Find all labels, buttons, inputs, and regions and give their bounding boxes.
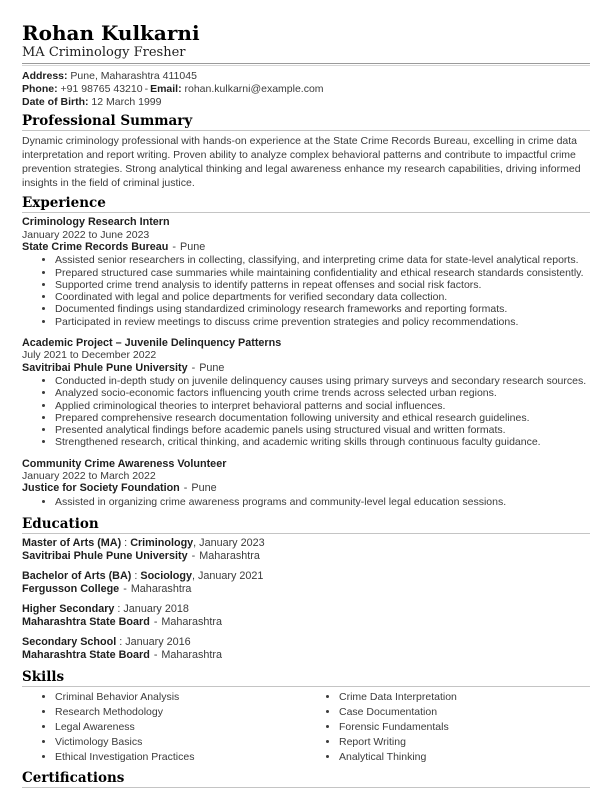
job-bullet: • Coordinated with legal and police departments for verified secondary data collection. (55, 291, 590, 303)
job-title: Community Crime Awareness Volunteer (22, 457, 227, 470)
experience-entry (22, 458, 590, 508)
skill-item: • Case Documentation (339, 705, 590, 720)
job-bullet: • Assisted senior researchers in collecting, classifying, and interpreting crime data for state-level analytical reports. (55, 254, 590, 266)
education-entry (22, 537, 590, 562)
job-bullet: • Supported crime trend analysis to identify patterns in repeat offenses and social risk factors. (55, 279, 590, 291)
education-degree-text: , January 2023 (193, 536, 265, 549)
education-location: Maharashtra (161, 615, 223, 628)
job-location-separator: - (183, 482, 188, 495)
contact-phone-email-line (22, 83, 590, 96)
education-entry (22, 603, 590, 628)
job-location-separator: - (191, 361, 196, 374)
education-degree-line (22, 570, 590, 583)
education-school: Maharashtra State Board (22, 649, 150, 662)
job-bullets (22, 496, 590, 508)
dob-value: 12 March 1999 (88, 95, 162, 108)
job-company-line (22, 362, 590, 374)
job-bullet: • Prepared structured case summaries while maintaining confidentiality and ethical research standards consistently. (55, 267, 590, 279)
education-degree-text: : January 2018 (114, 603, 189, 616)
education-location-separator: - (153, 649, 158, 662)
job-bullets (22, 254, 590, 328)
education-list (22, 537, 590, 662)
phone-label: Phone: (22, 82, 58, 95)
education-entry (22, 570, 590, 595)
address-value: Pune, Maharashtra 411045 (67, 70, 197, 82)
education-degree-text: Sociology (140, 570, 192, 583)
job-bullet: • Prepared comprehensive research documentation following university and ethical research guidelines. (55, 412, 590, 424)
education-degree-line (22, 537, 590, 550)
job-bullets (22, 375, 590, 449)
education-school: Savitribai Phule Pune University (22, 549, 188, 562)
skill-item: • Research Methodology (55, 705, 306, 720)
education-entry (22, 636, 590, 661)
job-company-line (22, 482, 590, 494)
contact-block (22, 70, 590, 108)
section-heading-experience: Experience (22, 196, 590, 213)
education-school: Maharashtra State Board (22, 615, 150, 628)
job-dates: July 2021 to December 2022 (22, 349, 157, 362)
experience-list (22, 216, 590, 508)
education-degree-text: Master of Arts (MA) (22, 536, 122, 549)
skills-column-right (306, 690, 590, 765)
candidate-title: MA Criminology Fresher (22, 45, 186, 60)
skill-item: • Report Writing (339, 735, 590, 750)
job-company-line (22, 241, 590, 253)
skill-item: • Legal Awareness (55, 720, 306, 735)
education-location-separator: - (123, 582, 127, 595)
education-location-separator: - (153, 615, 158, 628)
section-heading-education: Education (22, 517, 590, 534)
job-title: Criminology Research Intern (22, 216, 170, 229)
education-degree-text: , January 2021 (191, 570, 264, 583)
skill-item: • Ethical Investigation Practices (55, 750, 306, 765)
education-school-line (22, 616, 590, 629)
experience-entry (22, 216, 590, 328)
education-degree-text: : (131, 570, 141, 583)
education-degree-text: Bachelor of Arts (BA) (22, 570, 132, 583)
job-bullet: • Assisted in organizing crime awareness programs and community-level legal education sessions. (55, 496, 590, 508)
education-degree-text: Criminology (130, 536, 194, 549)
dob-label: Date of Birth: (22, 95, 89, 108)
skill-item: • Crime Data Interpretation (339, 690, 590, 705)
education-degree-line (22, 636, 590, 649)
job-location-separator: - (172, 240, 177, 253)
job-company: Justice for Society Foundation (22, 482, 180, 495)
candidate-name: Rohan Kulkarni (22, 21, 200, 45)
job-bullet: • Analyzed socio-economic factors influencing youth crime trends across selected urban regions. (55, 387, 590, 399)
phone-value: +91 98765 43210 (57, 82, 143, 95)
contact-address-line (22, 70, 590, 83)
job-bullet: • Participated in review meetings to discuss crime prevention strategies and policy recommendations. (55, 316, 590, 328)
job-bullet: • Applied criminological theories to interpret behavioral patterns and social influences. (55, 400, 590, 412)
education-degree-text: : (121, 536, 131, 549)
job-dates: January 2022 to March 2022 (22, 470, 156, 483)
job-company: State Crime Records Bureau (22, 240, 169, 253)
education-school-line (22, 583, 590, 596)
job-location: Pune (180, 240, 206, 253)
address-label: Address: (22, 70, 68, 82)
skills-column-left (22, 690, 306, 765)
summary-text: Dynamic criminology professional with hands-on experience at the State Crime Records Bureau, excelling in crime data interpretation and report writing. Proven ability to analyze complex behavioral patterns and contribute to impactful crime prevention strategies. Strong analytical thinking and legal awareness enhance my research capabilities, driving informed insights in the field of criminal justice. (22, 135, 581, 190)
job-bullet: • Strengthened research, critical thinking, and academic writing skills through continuous faculty guidance. (55, 436, 590, 448)
skills-columns (22, 690, 590, 765)
section-heading-certifications: Certifications (22, 771, 590, 788)
experience-entry (22, 337, 590, 449)
job-title: Academic Project – Juvenile Delinquency Patterns (22, 337, 282, 350)
skill-item: • Forensic Fundamentals (339, 720, 590, 735)
education-school: Fergusson College (22, 582, 120, 595)
header-divider (22, 63, 590, 66)
education-school-line (22, 649, 590, 662)
contact-dob-line (22, 96, 590, 109)
education-school-line (22, 550, 590, 563)
education-location: Maharashtra (130, 582, 192, 595)
education-location: Maharashtra (199, 549, 260, 562)
skill-item: • Analytical Thinking (339, 750, 590, 765)
education-location: Maharashtra (161, 649, 223, 662)
education-degree-text: : January 2016 (116, 636, 191, 649)
section-heading-summary: Professional Summary (22, 114, 590, 131)
job-bullet: • Presented analytical findings before academic panels using structured visual and written formats. (55, 424, 590, 436)
education-degree-text: Secondary School (22, 636, 117, 649)
job-dates: January 2022 to June 2023 (22, 228, 150, 241)
education-degree-line (22, 603, 590, 616)
job-bullet: • Conducted in-depth study on juvenile delinquency causes using primary surveys and secondary research sources. (55, 375, 590, 387)
header (22, 22, 590, 60)
education-location-separator: - (191, 549, 196, 562)
skill-item: • Victimology Basics (55, 735, 306, 750)
skill-item: • Criminal Behavior Analysis (55, 690, 306, 705)
education-degree-text: Higher Secondary (22, 603, 115, 616)
job-company: Savitribai Phule Pune University (22, 361, 188, 374)
job-location: Pune (199, 361, 225, 374)
email-label: Email: (150, 82, 182, 95)
contact-separator: - (144, 82, 149, 95)
email-value: rohan.kulkarni@example.com (181, 82, 324, 95)
job-location: Pune (191, 482, 217, 495)
section-heading-skills: Skills (22, 670, 590, 687)
job-bullet: • Documented findings using standardized criminology research frameworks and reporting formats. (55, 303, 590, 315)
